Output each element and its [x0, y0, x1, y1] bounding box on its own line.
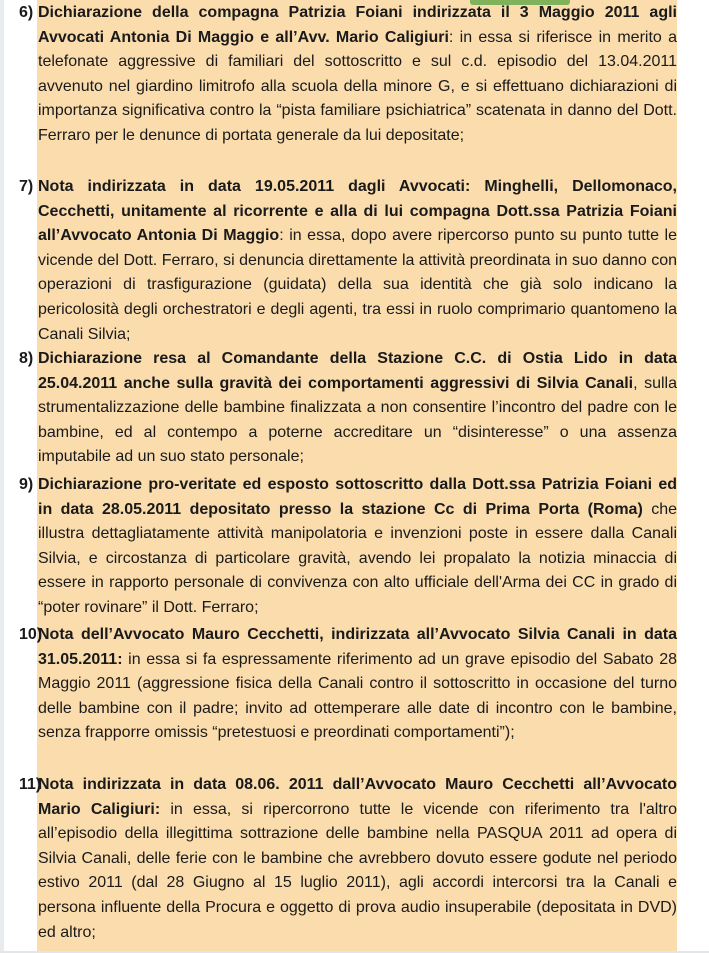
- item-text: [38, 473, 677, 621]
- item-heading: Dichiarazione resa al Comandante della Stazione C.C. di Ostia Lido in data 25.04.2011 anche sulla gravità dei comportamenti aggressivi di Silvia Canali: [38, 350, 677, 392]
- item-heading: Nota dell’Avvocato Mauro Cecchetti, indirizzata all’Avvocato Silvia Canali in data 31.05.2011:: [38, 626, 677, 668]
- item-body: che illustra dettagliatamente attività manipolatoria e invenzioni poste in essere dalla Canali Silvia, e circostanza di particolare gravità, avendo lei propalato la notizia minaccia di essere in rapporto personale di convivenza con alto ufficiale dell'Arma dei CC in grado di “poter rovinare” il Dott. Ferraro;: [38, 500, 677, 616]
- item-body: in essa si fa espressamente riferimento ad un grave episodio del Sabato 28 Maggio 2011 (aggressione fisica della Canali contro il sottoscritto in occasione del turno delle bambine con il padre; invito ad ottemperare alle date di incontro con le bambine, senza frapporre omissis “pretestuosi e preordinati comportamenti”);: [38, 650, 677, 742]
- item-text: [38, 347, 677, 470]
- item-body: : in essa si riferisce in merito a telefonate aggressive di familiari del sottoscritto e sul c.d. episodio del 13.04.2011 avvenuto nel giardino limitrofo alla scuola della minore G, e si effettuano dichiarazioni di importanza significativa contro la “pista familiare psichiatrica” scatenata in danno del Dott. Ferraro per le denunce di portata generale da lui depositate;: [38, 28, 677, 144]
- item-heading: Nota indirizzata in data 08.06. 2011 dall’Avvocato Mauro Cecchetti all’Avvocato Mario Caligiuri:: [38, 776, 677, 818]
- list-item-10: [0, 623, 690, 746]
- item-text: [38, 623, 677, 746]
- item-number: 8): [19, 350, 34, 367]
- item-heading: Dichiarazione pro-veritate ed esposto sottoscritto dalla Dott.ssa Patrizia Foiani ed in data 28.05.2011 depositato presso la stazione Cc di Prima Porta (Roma): [38, 476, 677, 518]
- list-item-9: [0, 473, 690, 621]
- item-text: [38, 773, 677, 945]
- item-body: : in essa, dopo avere ripercorso punto su punto tutte le vicende del Dott. Ferraro, si denuncia direttamente la attività preordinata in suo danno con operazioni di trasfigurazione (guidata) della sua identità che già solo indicano la pericolosità degli orchestratori e degli agenti, tra essi in ruolo comprimario quantomeno la Canali Silvia;: [38, 227, 678, 343]
- item-body: in essa, si ripercorrono tutte le vicende con riferimento tra l'altro all’episodio della illegittima sottrazione delle bambine nella PASQUA 2011 ad opera di Silvia Canali, delle ferie con le bambine che avrebbero dovuto essere godute nel periodo estivo 2011 (dal 28 Giugno al 15 luglio 2011), agli accordi intercorsi tra la Canali e persona influente della Procura e oggetto di prova audio insuperabile (depositata in DVD) ed altro;: [38, 800, 677, 941]
- item-heading: Dichiarazione della compagna Patrizia Foiani indirizzata il 3 Maggio 2011 agli Avvocati Antonia Di Maggio e all’Avv. Mario Caligiuri: [38, 4, 677, 46]
- item-heading: Nota indirizzata in data 19.05.2011 dagli Avvocati: Minghelli, Dellomonaco, Cecchetti, unitamente al ricorrente e alla di lui compagna Dott.ssa Patrizia Foiani all’Avvocato Antonia Di Maggio: [38, 178, 677, 245]
- list-item-8: [0, 347, 690, 470]
- list-item-6: [0, 1, 690, 149]
- item-body: , sulla strumentalizzazione delle bambine finalizzata a non consentire l’incontro del padre con le bambine, ed al contempo a poterne accreditare un “disinteresse” o una assenza imputabile ad un suo stato personale;: [38, 374, 677, 466]
- item-text: [38, 1, 677, 149]
- item-number: 6): [19, 4, 34, 21]
- item-number: 11): [19, 776, 42, 793]
- item-text: [38, 175, 677, 347]
- item-number: 9): [19, 476, 34, 493]
- list-item-7: [0, 175, 690, 347]
- item-number: 7): [19, 178, 34, 195]
- item-number: 10): [19, 626, 43, 643]
- list-item-11: [0, 773, 690, 945]
